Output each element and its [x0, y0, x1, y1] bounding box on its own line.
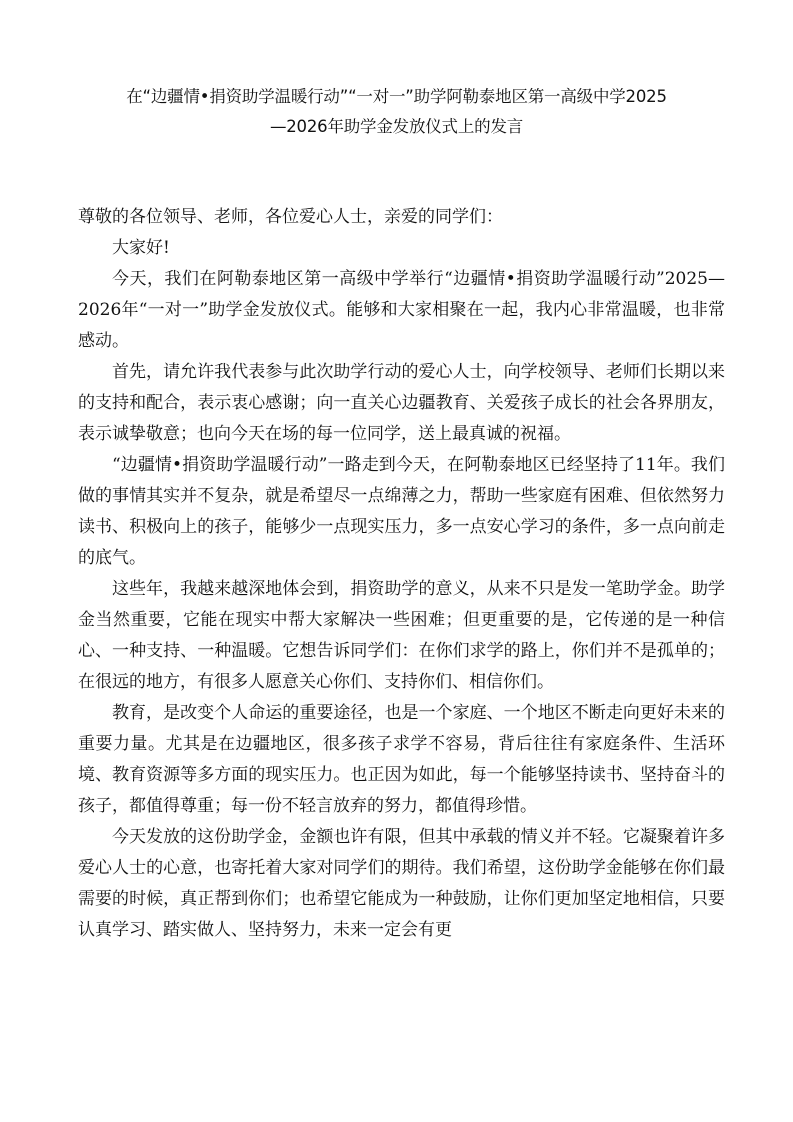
speech-body — [78, 202, 725, 946]
body-paragraph: 这些年，我越来越深地体会到，捐资助学的意义，从来不只是发一笔助学金。助学金当然重要，它能在现实中帮大家解决一些困难；但更重要的是，它传递的是一种信心、一种支持、一种温暖。它想告诉同学们：在你们求学的路上，你们并不是孤单的；在很远的地方，有很多人愿意关心你们、支持你们、相信你们。 — [78, 579, 725, 692]
body-paragraph: “边疆情•捐资助学温暖行动”一路走到今天，在阿勒泰地区已经坚持了11年。我们做的事情其实并不复杂，就是希望尽一点绵薄之力，帮助一些家庭有困难、但依然努力读书、积极向上的孩子，能够少一点现实压力，多一点安心学习的条件，多一点向前走的底气。 — [78, 455, 725, 568]
title-line-2: —2026年助学金发放仪式上的发言 — [269, 117, 524, 136]
body-paragraph: 今天，我们在阿勒泰地区第一高级中学举行“边疆情•捐资助学温暖行动”2025—2026年“一对一”助学金发放仪式。能够和大家相聚在一起，我内心非常温暖，也非常感动。 — [78, 269, 725, 351]
salutation-paragraph: 尊敬的各位领导、老师，各位爱心人士，亲爱的同学们： — [78, 207, 503, 227]
body-paragraph: 今天发放的这份助学金，金额也许有限，但其中承载的情义并不轻。它凝聚着许多爱心人士的心意，也寄托着大家对同学们的期待。我们希望，这份助学金能够在你们最需要的时候，真正帮到你们；也希望它能成为一种鼓励，让你们更加坚定地相信，只要认真学习、踏实做人、坚持努力，未来一定会有更 — [78, 827, 725, 940]
greeting-paragraph: 大家好! — [112, 238, 170, 258]
body-paragraph: 首先，请允许我代表参与此次助学行动的爱心人士，向学校领导、老师们长期以来的支持和配合，表示衷心感谢；向一直关心边疆教育、关爱孩子成长的社会各界朋友，表示诚挚敬意；也向今天在场的每一位同学，送上最真诚的祝福。 — [78, 362, 725, 444]
title-line-1: 在“边疆情•捐资助学温暖行动”“一对一”助学阿勒泰地区第一高级中学2025 — [126, 87, 667, 106]
body-paragraph: 教育，是改变个人命运的重要途径，也是一个家庭、一个地区不断走向更好未来的重要力量。尤其是在边疆地区，很多孩子求学不容易，背后往往有家庭条件、生活环境、教育资源等多方面的现实压力。也正因为如此，每一个能够坚持读书、坚持奋斗的孩子，都值得尊重；每一份不轻言放弃的努力，都值得珍惜。 — [78, 703, 725, 816]
document-title — [60, 82, 733, 142]
